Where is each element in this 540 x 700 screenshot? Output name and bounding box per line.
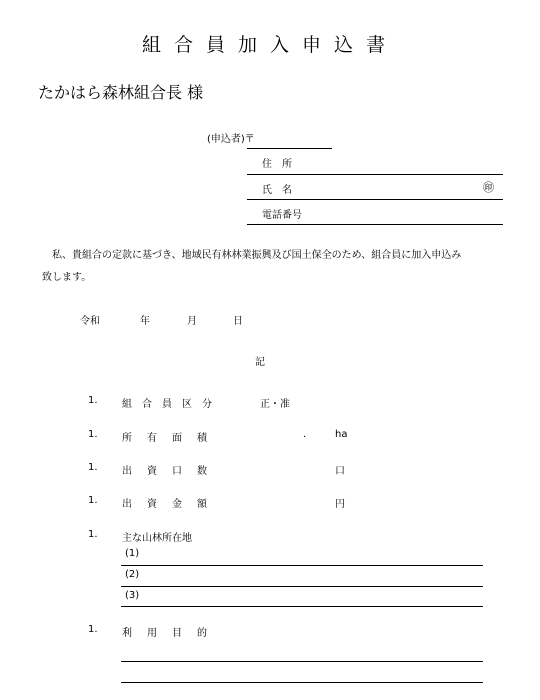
item-number: 1. (88, 429, 98, 440)
location-1-line (121, 565, 483, 566)
item-number: 1. (88, 395, 98, 406)
name-label: 氏 名 (262, 185, 292, 196)
location-1-label: (1) (125, 548, 140, 559)
item-label-investment: 出資金額 (122, 499, 222, 510)
location-3-line (121, 606, 483, 607)
purpose-line-1 (121, 661, 483, 662)
addressee: たかはら森林組合長 様 (38, 83, 204, 102)
location-3-label: (3) (125, 590, 140, 601)
page-title: 組合員加入申込書 (141, 34, 398, 56)
postal-line (247, 148, 332, 149)
investment-unit: 円 (335, 499, 345, 510)
purpose-line-2 (121, 682, 483, 683)
item-number: 1. (88, 529, 98, 540)
name-line (247, 199, 503, 200)
date-era: 令和 (80, 316, 100, 327)
item-label-shares: 出資口数 (122, 466, 222, 477)
body-text-line-1: 私、貴組合の定款に基づき、地域民有林林業振興及び国土保全のため、組合員に加入申込み (52, 250, 462, 261)
phone-line (247, 224, 503, 225)
ki-heading: 記 (255, 357, 265, 368)
shares-unit: 口 (335, 466, 345, 477)
area-decimal: . (303, 429, 307, 440)
date-year: 年 (140, 316, 150, 327)
item-label-member-type: 組合員区分 (122, 399, 222, 410)
location-2-label: (2) (125, 569, 140, 580)
date-month: 月 (187, 316, 197, 327)
body-text-line-2: 致します。 (42, 272, 92, 283)
area-unit: ha (335, 429, 348, 440)
date-day: 日 (233, 316, 243, 327)
phone-label: 電話番号 (262, 210, 302, 221)
item-number: 1. (88, 624, 98, 635)
member-type-value: 正・准 (260, 399, 290, 410)
item-number: 1. (88, 495, 98, 506)
applicant-label: (申込者)〒 (207, 134, 255, 145)
item-label-forest-location: 主な山林所在地 (122, 533, 192, 544)
item-label-purpose: 利用目的 (122, 628, 222, 639)
seal-icon: ㊞ (483, 181, 494, 194)
address-label: 住 所 (262, 159, 292, 170)
item-number: 1. (88, 462, 98, 473)
address-line (247, 174, 503, 175)
location-2-line (121, 586, 483, 587)
item-label-area: 所有面積 (122, 433, 222, 444)
